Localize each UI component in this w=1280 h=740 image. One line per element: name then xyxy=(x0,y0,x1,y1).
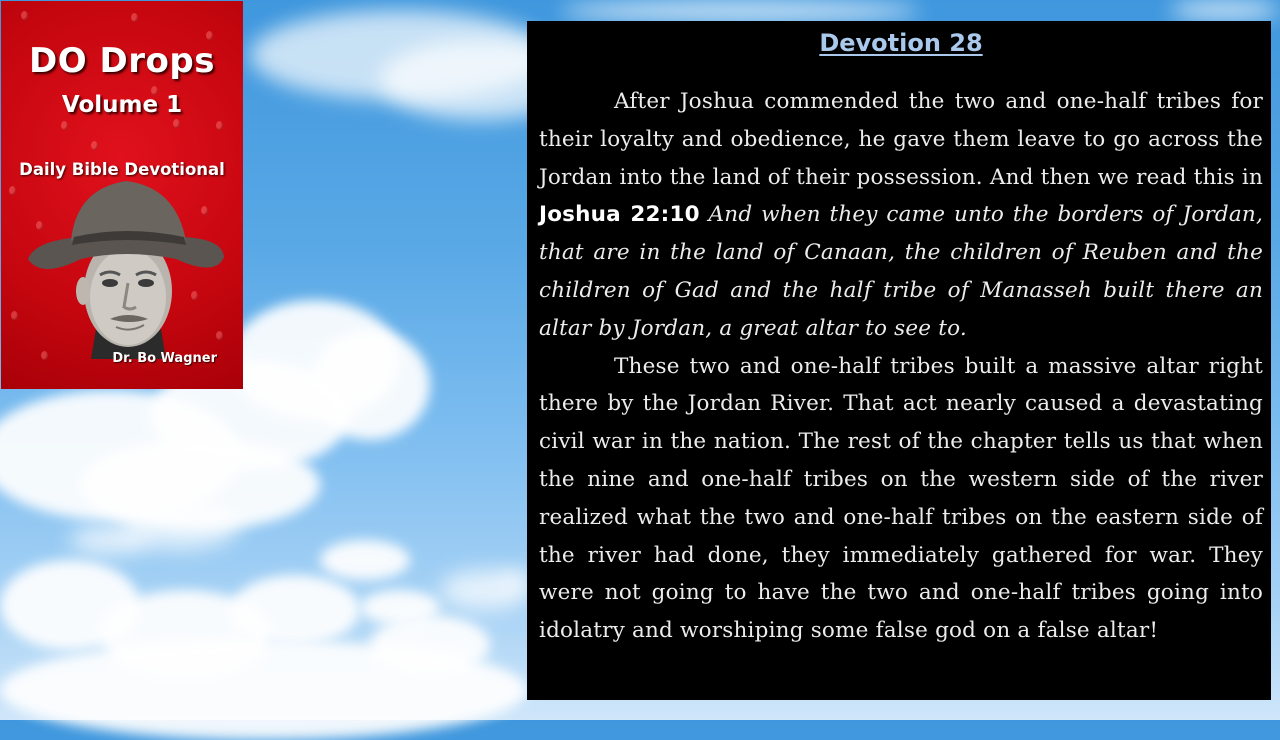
scripture-quote: And when they came unto the borders of Jordan, that are in the land of Canaan, the children of Reuben and the children of Gad and the half tribe of Manasseh built there an altar by Jordan, a great altar to see to. xyxy=(539,202,1263,341)
book-cover xyxy=(1,1,243,389)
cover-subtitle: Daily Bible Devotional xyxy=(19,160,225,179)
devotion-paragraph-2: These two and one-half tribes built a massive altar right there by the Jordan River. That act nearly caused a devastating civil war in the nation. The rest of the chapter tells us that when the nine and one-half tribes on the western side of the river realized what the two and one-half tribes on the eastern side of the river had done, they immediately gathered for war. They were not going to have the two and one-half tribes going into idolatry and worshiping some false god on a false altar! xyxy=(539,353,1263,644)
author-portrait-image xyxy=(26,179,226,359)
scripture-reference: Joshua 22:10 xyxy=(539,202,700,228)
devotion-panel xyxy=(527,21,1271,700)
paragraph-intro-text: After Joshua commended the two and one-half tribes for their loyalty and obedience, he gave them leave to go across the Jordan into the land of their possession. And then we read this in xyxy=(539,89,1263,190)
devotion-title: Devotion 28 xyxy=(819,29,983,57)
cover-title: DO Drops xyxy=(29,41,215,81)
cover-author: Dr. Bo Wagner xyxy=(112,351,217,366)
devotion-paragraph-1 xyxy=(539,83,1263,348)
cover-volume: Volume 1 xyxy=(61,92,183,118)
